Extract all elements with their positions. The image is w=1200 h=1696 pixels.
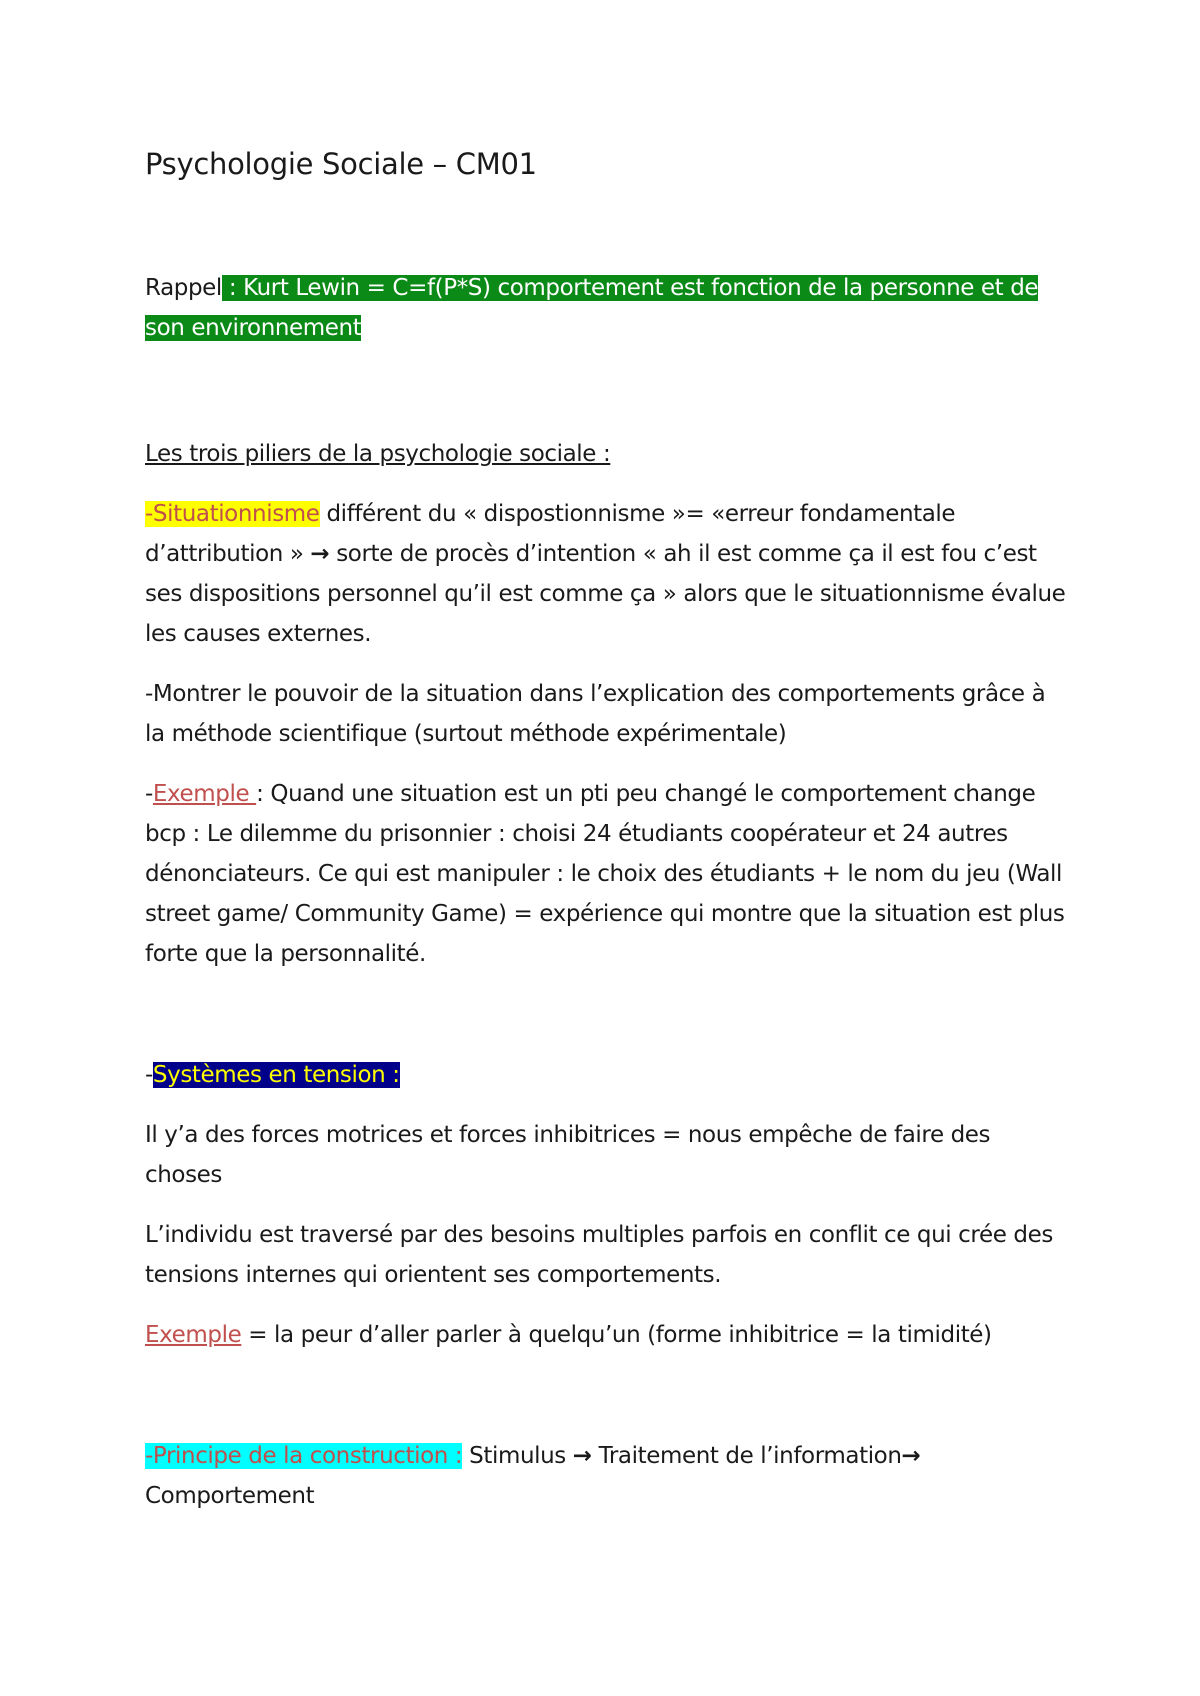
situationnisme-text-2: sorte de procès d’intention « ah il est comme ça il est fou c’est ses dispositions personnel qu’il est comme ça » alors que le situationnisme évalue les causes externes. — [145, 541, 1066, 647]
exemple-2-text: = la peur d’aller parler à quelqu’un (forme inhibitrice = la timidité) — [241, 1322, 992, 1348]
principe-paragraph — [145, 1436, 1070, 1516]
right-arrow-icon: → — [310, 541, 330, 567]
principe-traitement: Traitement de l’information — [591, 1443, 902, 1469]
rappel-label: Rappel — [145, 275, 222, 301]
exemple-1-label: Exemple — [152, 781, 257, 807]
situationnisme-label: -Situationnisme — [145, 501, 320, 527]
exemple-1-paragraph — [145, 774, 1070, 974]
document-title: Psychologie Sociale – CM01 — [145, 147, 537, 181]
section-heading: Les trois piliers de la psychologie sociale : — [145, 441, 611, 467]
principe-comportement: Comportement — [145, 1483, 315, 1509]
principe-stimulus: Stimulus — [462, 1443, 573, 1469]
principe-label: -Principe de la construction : — [145, 1443, 463, 1469]
systemes-heading — [145, 1055, 1070, 1095]
exemple-1-text: : Quand une situation est un pti peu changé le comportement change bcp : Le dilemme du prisonnier : choisi 24 étudiants coopérateur et 24 autres dénonciateurs. Ce qui est manipuler : le choix des étudiants + le nom du jeu (Wall street game/ Community Game) = expérience qui montre que la situation est plus forte que la personnalité. — [145, 781, 1065, 967]
rappel-paragraph — [145, 268, 1070, 348]
systemes-label: Systèmes en tension : — [152, 1062, 400, 1088]
montrer-paragraph: -Montrer le pouvoir de la situation dans l’explication des comportements grâce à la méthode scientifique (surtout méthode expérimentale) — [145, 681, 1046, 747]
individu-paragraph: L’individu est traversé par des besoins multiples parfois en conflit ce qui crée des tensions internes qui orientent ses comportements. — [145, 1222, 1053, 1288]
right-arrow-icon: → — [901, 1443, 921, 1469]
lewin-formula-highlight: : Kurt Lewin = C=f(P*S) comportement est fonction de la personne et de son environnement — [145, 275, 1039, 341]
systemes-dash: - — [145, 1062, 153, 1088]
right-arrow-icon: → — [572, 1443, 592, 1469]
exemple-2-paragraph — [145, 1315, 1070, 1355]
exemple-2-label: Exemple — [145, 1322, 242, 1348]
exemple-1-dash: - — [145, 781, 153, 807]
situationnisme-paragraph — [145, 494, 1070, 654]
situationnisme-text-1: différent du « dispostionnisme »= «erreur fondamentale d’attribution » — [145, 501, 956, 567]
forces-paragraph: Il y’a des forces motrices et forces inhibitrices = nous empêche de faire des choses — [145, 1122, 991, 1188]
